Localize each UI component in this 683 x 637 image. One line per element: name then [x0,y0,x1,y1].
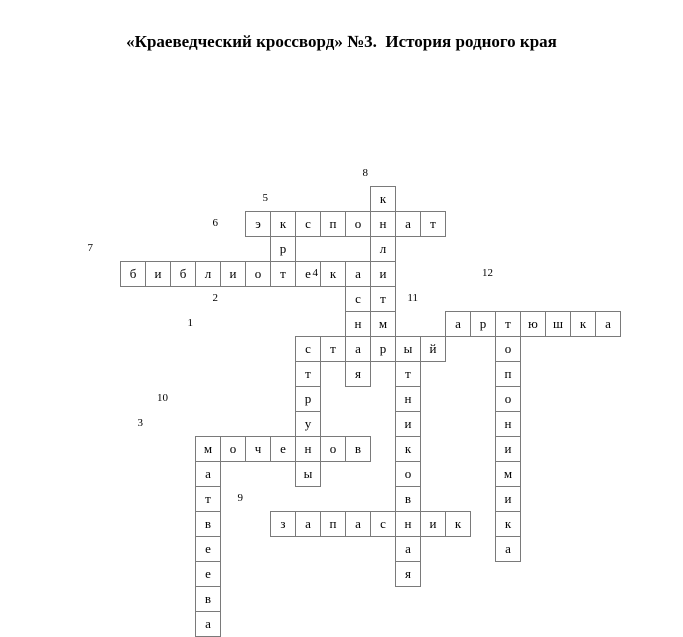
crossword-cell[interactable]: т [370,286,396,312]
clue-number: 9 [237,492,243,504]
crossword-cell[interactable]: а [345,261,371,287]
crossword-cell[interactable]: в [395,486,421,512]
crossword-cell[interactable]: а [395,536,421,562]
crossword-cell[interactable]: а [595,311,621,337]
crossword-cell[interactable]: к [370,186,396,212]
crossword-cell[interactable]: о [395,461,421,487]
crossword-cell[interactable]: в [345,436,371,462]
crossword-cell[interactable]: к [445,511,471,537]
clue-number: 2 [212,292,218,304]
crossword-cell[interactable]: т [320,336,346,362]
crossword-cell[interactable]: и [495,486,521,512]
crossword-cell[interactable]: и [395,411,421,437]
crossword-cell[interactable]: о [345,211,371,237]
crossword-cell[interactable]: м [370,311,396,337]
crossword-cell[interactable]: е [295,261,321,287]
crossword-cell[interactable]: м [195,436,221,462]
crossword-cell[interactable]: и [495,436,521,462]
crossword-cell[interactable]: и [370,261,396,287]
clue-number: 8 [362,167,368,179]
crossword-cell[interactable]: и [220,261,246,287]
crossword-cell[interactable]: е [270,436,296,462]
crossword-cell[interactable]: к [395,436,421,462]
crossword-cell[interactable]: м [495,461,521,487]
crossword-cell[interactable]: р [370,336,396,362]
clue-number: 3 [137,417,143,429]
crossword-cell[interactable]: р [270,236,296,262]
clue-number: 7 [87,242,93,254]
crossword-cell[interactable]: н [370,211,396,237]
crossword-cell[interactable]: о [245,261,271,287]
crossword-cell[interactable]: в [195,511,221,537]
crossword-cell[interactable]: ч [245,436,271,462]
crossword-cell[interactable]: з [270,511,296,537]
crossword-cell[interactable]: э [245,211,271,237]
crossword-cell[interactable]: к [495,511,521,537]
crossword-cell[interactable]: п [320,511,346,537]
clue-number: 10 [157,392,168,404]
crossword-cell[interactable]: с [295,211,321,237]
clue-number: 12 [482,267,493,279]
crossword-cell[interactable]: л [370,236,396,262]
crossword-cell[interactable]: е [195,561,221,587]
crossword-cell[interactable]: т [195,486,221,512]
crossword-cell[interactable]: т [495,311,521,337]
crossword-cell[interactable]: р [470,311,496,337]
crossword-cell[interactable]: н [295,436,321,462]
crossword-cell[interactable]: а [195,461,221,487]
crossword-cell[interactable]: п [495,361,521,387]
crossword-cell[interactable]: а [345,511,371,537]
crossword-cell[interactable]: т [420,211,446,237]
clue-number: 4 [312,267,318,279]
clue-number: 11 [407,292,418,304]
crossword-cell[interactable]: е [195,536,221,562]
crossword-cell[interactable]: у [295,411,321,437]
crossword-cell[interactable]: н [395,386,421,412]
crossword-cell[interactable]: т [295,361,321,387]
clue-number: 6 [212,217,218,229]
crossword-cell[interactable]: б [170,261,196,287]
crossword-cell[interactable]: ы [295,461,321,487]
crossword-cell[interactable]: с [370,511,396,537]
crossword-cell[interactable]: и [145,261,171,287]
crossword-cell[interactable]: п [320,211,346,237]
crossword-cell[interactable]: к [320,261,346,287]
crossword-cell[interactable]: я [345,361,371,387]
crossword-cell[interactable]: й [420,336,446,362]
crossword-cell[interactable]: а [445,311,471,337]
crossword-cell[interactable]: л [195,261,221,287]
crossword-cell[interactable]: о [220,436,246,462]
crossword-cell[interactable]: р [295,386,321,412]
crossword-cell[interactable]: ш [545,311,571,337]
crossword-cell[interactable]: а [195,611,221,637]
crossword-cell[interactable]: ю [520,311,546,337]
clue-number: 5 [262,192,268,204]
crossword-cell[interactable]: а [345,336,371,362]
crossword-cell[interactable]: н [395,511,421,537]
crossword-cell[interactable]: о [495,336,521,362]
crossword-cell[interactable]: в [195,586,221,612]
crossword-cell[interactable]: к [270,211,296,237]
crossword-cell[interactable]: н [345,311,371,337]
crossword-cell[interactable]: т [270,261,296,287]
crossword-cell[interactable]: ы [395,336,421,362]
crossword-cell[interactable]: с [295,336,321,362]
crossword-cell[interactable]: н [495,411,521,437]
crossword-cell[interactable]: а [495,536,521,562]
crossword-cell[interactable]: я [395,561,421,587]
crossword-cell[interactable]: т [395,361,421,387]
crossword-cell[interactable]: а [295,511,321,537]
crossword-cell[interactable]: и [420,511,446,537]
crossword-cell[interactable]: б [120,261,146,287]
crossword-cell[interactable]: к [570,311,596,337]
crossword-cell[interactable]: о [320,436,346,462]
crossword-cell[interactable]: о [495,386,521,412]
clue-number: 1 [187,317,193,329]
crossword-cell[interactable]: с [345,286,371,312]
page-title: «Краеведческий кроссворд» №3. История родного края [126,32,557,51]
crossword-cell[interactable]: а [395,211,421,237]
